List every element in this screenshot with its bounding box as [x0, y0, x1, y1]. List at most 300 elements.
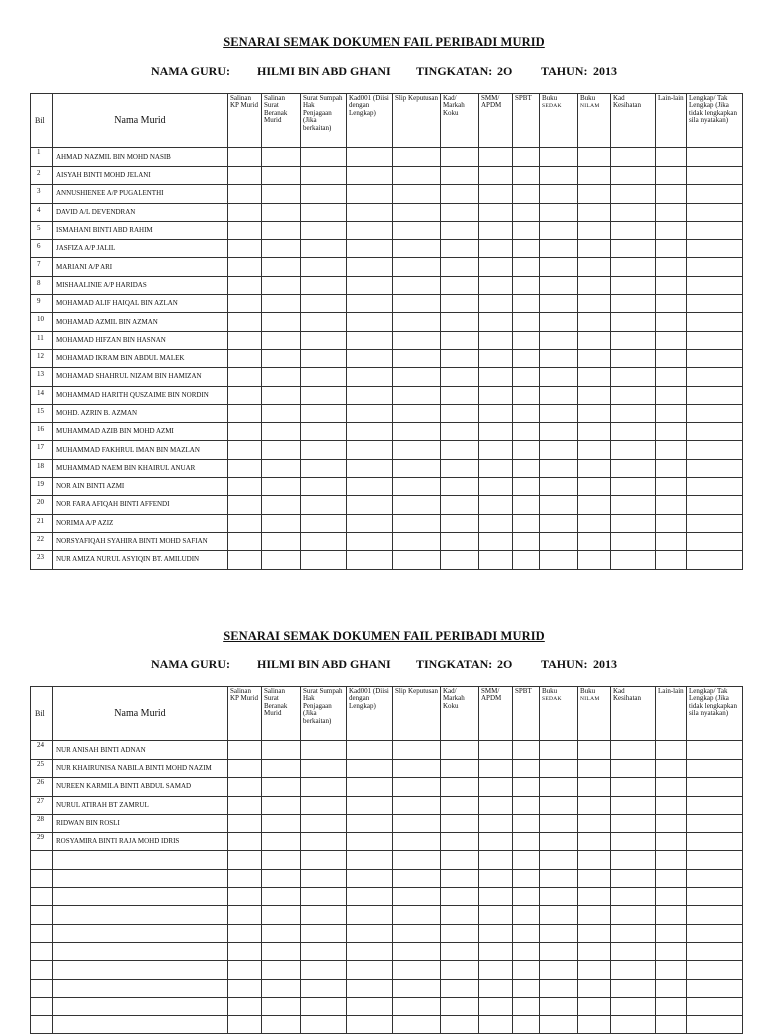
check-cell[interactable]: [228, 924, 262, 942]
check-cell[interactable]: [262, 478, 301, 496]
check-cell[interactable]: [513, 888, 540, 906]
check-cell[interactable]: [656, 979, 687, 997]
check-cell[interactable]: [656, 368, 687, 386]
check-cell[interactable]: [611, 814, 656, 832]
check-cell[interactable]: [578, 496, 611, 514]
check-cell[interactable]: [393, 295, 441, 313]
check-cell[interactable]: [228, 741, 262, 760]
check-cell[interactable]: [687, 349, 743, 367]
check-cell[interactable]: [656, 167, 687, 185]
check-cell[interactable]: [479, 258, 513, 276]
check-cell[interactable]: [393, 924, 441, 942]
check-cell[interactable]: [479, 979, 513, 997]
check-cell[interactable]: [578, 331, 611, 349]
check-cell[interactable]: [262, 185, 301, 203]
check-cell[interactable]: [262, 814, 301, 832]
check-cell[interactable]: [479, 368, 513, 386]
check-cell[interactable]: [393, 496, 441, 514]
check-cell[interactable]: [441, 851, 479, 869]
check-cell[interactable]: [347, 778, 393, 796]
check-cell[interactable]: [611, 1016, 656, 1034]
check-cell[interactable]: [687, 478, 743, 496]
check-cell[interactable]: [228, 404, 262, 422]
check-cell[interactable]: [301, 295, 347, 313]
check-cell[interactable]: [611, 997, 656, 1015]
check-cell[interactable]: [611, 423, 656, 441]
check-cell[interactable]: [687, 221, 743, 239]
check-cell[interactable]: [479, 888, 513, 906]
check-cell[interactable]: [441, 478, 479, 496]
check-cell[interactable]: [513, 258, 540, 276]
check-cell[interactable]: [347, 349, 393, 367]
check-cell[interactable]: [513, 496, 540, 514]
check-cell[interactable]: [301, 313, 347, 331]
check-cell[interactable]: [540, 796, 578, 814]
check-cell[interactable]: [228, 833, 262, 851]
check-cell[interactable]: [228, 979, 262, 997]
check-cell[interactable]: [656, 942, 687, 960]
check-cell[interactable]: [513, 942, 540, 960]
check-cell[interactable]: [228, 185, 262, 203]
check-cell[interactable]: [540, 185, 578, 203]
check-cell[interactable]: [540, 258, 578, 276]
check-cell[interactable]: [513, 979, 540, 997]
check-cell[interactable]: [611, 869, 656, 887]
check-cell[interactable]: [393, 148, 441, 167]
check-cell[interactable]: [540, 459, 578, 477]
check-cell[interactable]: [479, 386, 513, 404]
check-cell[interactable]: [656, 760, 687, 778]
check-cell[interactable]: [479, 423, 513, 441]
check-cell[interactable]: [656, 478, 687, 496]
check-cell[interactable]: [578, 276, 611, 294]
check-cell[interactable]: [393, 441, 441, 459]
check-cell[interactable]: [513, 295, 540, 313]
check-cell[interactable]: [441, 778, 479, 796]
check-cell[interactable]: [578, 888, 611, 906]
check-cell[interactable]: [479, 240, 513, 258]
check-cell[interactable]: [540, 961, 578, 979]
check-cell[interactable]: [262, 313, 301, 331]
check-cell[interactable]: [578, 961, 611, 979]
check-cell[interactable]: [578, 778, 611, 796]
check-cell[interactable]: [513, 833, 540, 851]
check-cell[interactable]: [611, 313, 656, 331]
check-cell[interactable]: [611, 386, 656, 404]
check-cell[interactable]: [611, 851, 656, 869]
check-cell[interactable]: [393, 814, 441, 832]
check-cell[interactable]: [393, 532, 441, 550]
check-cell[interactable]: [656, 240, 687, 258]
check-cell[interactable]: [578, 203, 611, 221]
check-cell[interactable]: [513, 221, 540, 239]
check-cell[interactable]: [578, 532, 611, 550]
check-cell[interactable]: [687, 514, 743, 532]
check-cell[interactable]: [578, 167, 611, 185]
check-cell[interactable]: [578, 979, 611, 997]
check-cell[interactable]: [347, 1016, 393, 1034]
check-cell[interactable]: [228, 514, 262, 532]
check-cell[interactable]: [540, 551, 578, 569]
check-cell[interactable]: [513, 386, 540, 404]
check-cell[interactable]: [441, 295, 479, 313]
check-cell[interactable]: [540, 313, 578, 331]
check-cell[interactable]: [441, 741, 479, 760]
check-cell[interactable]: [540, 167, 578, 185]
check-cell[interactable]: [656, 869, 687, 887]
check-cell[interactable]: [687, 331, 743, 349]
check-cell[interactable]: [441, 386, 479, 404]
check-cell[interactable]: [393, 942, 441, 960]
check-cell[interactable]: [262, 148, 301, 167]
check-cell[interactable]: [347, 961, 393, 979]
check-cell[interactable]: [611, 331, 656, 349]
check-cell[interactable]: [540, 942, 578, 960]
check-cell[interactable]: [479, 441, 513, 459]
check-cell[interactable]: [479, 833, 513, 851]
check-cell[interactable]: [540, 888, 578, 906]
check-cell[interactable]: [347, 221, 393, 239]
check-cell[interactable]: [441, 833, 479, 851]
check-cell[interactable]: [578, 386, 611, 404]
check-cell[interactable]: [513, 796, 540, 814]
check-cell[interactable]: [656, 295, 687, 313]
check-cell[interactable]: [479, 778, 513, 796]
check-cell[interactable]: [228, 496, 262, 514]
check-cell[interactable]: [656, 331, 687, 349]
check-cell[interactable]: [656, 203, 687, 221]
check-cell[interactable]: [262, 851, 301, 869]
check-cell[interactable]: [611, 778, 656, 796]
check-cell[interactable]: [262, 551, 301, 569]
check-cell[interactable]: [611, 961, 656, 979]
check-cell[interactable]: [578, 478, 611, 496]
check-cell[interactable]: [262, 404, 301, 422]
check-cell[interactable]: [393, 1016, 441, 1034]
check-cell[interactable]: [687, 924, 743, 942]
check-cell[interactable]: [513, 478, 540, 496]
check-cell[interactable]: [656, 796, 687, 814]
check-cell[interactable]: [301, 814, 347, 832]
check-cell[interactable]: [540, 386, 578, 404]
check-cell[interactable]: [441, 924, 479, 942]
check-cell[interactable]: [262, 942, 301, 960]
check-cell[interactable]: [687, 796, 743, 814]
check-cell[interactable]: [513, 368, 540, 386]
check-cell[interactable]: [578, 796, 611, 814]
check-cell[interactable]: [656, 276, 687, 294]
check-cell[interactable]: [262, 203, 301, 221]
check-cell[interactable]: [347, 551, 393, 569]
check-cell[interactable]: [262, 221, 301, 239]
check-cell[interactable]: [347, 368, 393, 386]
check-cell[interactable]: [479, 741, 513, 760]
check-cell[interactable]: [393, 869, 441, 887]
check-cell[interactable]: [578, 349, 611, 367]
check-cell[interactable]: [611, 796, 656, 814]
check-cell[interactable]: [687, 1016, 743, 1034]
check-cell[interactable]: [393, 961, 441, 979]
check-cell[interactable]: [578, 441, 611, 459]
check-cell[interactable]: [301, 1016, 347, 1034]
check-cell[interactable]: [347, 240, 393, 258]
check-cell[interactable]: [656, 814, 687, 832]
check-cell[interactable]: [393, 997, 441, 1015]
check-cell[interactable]: [513, 814, 540, 832]
check-cell[interactable]: [301, 778, 347, 796]
check-cell[interactable]: [393, 313, 441, 331]
check-cell[interactable]: [578, 760, 611, 778]
check-cell[interactable]: [301, 203, 347, 221]
check-cell[interactable]: [611, 349, 656, 367]
check-cell[interactable]: [611, 185, 656, 203]
check-cell[interactable]: [301, 404, 347, 422]
check-cell[interactable]: [301, 979, 347, 997]
check-cell[interactable]: [301, 478, 347, 496]
check-cell[interactable]: [262, 368, 301, 386]
check-cell[interactable]: [301, 258, 347, 276]
check-cell[interactable]: [301, 331, 347, 349]
check-cell[interactable]: [441, 331, 479, 349]
check-cell[interactable]: [513, 203, 540, 221]
check-cell[interactable]: [687, 496, 743, 514]
check-cell[interactable]: [687, 240, 743, 258]
check-cell[interactable]: [513, 404, 540, 422]
check-cell[interactable]: [540, 851, 578, 869]
check-cell[interactable]: [479, 185, 513, 203]
check-cell[interactable]: [611, 906, 656, 924]
check-cell[interactable]: [513, 349, 540, 367]
check-cell[interactable]: [262, 869, 301, 887]
check-cell[interactable]: [656, 997, 687, 1015]
check-cell[interactable]: [656, 349, 687, 367]
check-cell[interactable]: [687, 185, 743, 203]
check-cell[interactable]: [687, 295, 743, 313]
check-cell[interactable]: [347, 997, 393, 1015]
check-cell[interactable]: [441, 221, 479, 239]
check-cell[interactable]: [262, 979, 301, 997]
check-cell[interactable]: [687, 368, 743, 386]
check-cell[interactable]: [513, 185, 540, 203]
check-cell[interactable]: [347, 942, 393, 960]
check-cell[interactable]: [656, 924, 687, 942]
check-cell[interactable]: [513, 924, 540, 942]
check-cell[interactable]: [513, 532, 540, 550]
check-cell[interactable]: [611, 295, 656, 313]
check-cell[interactable]: [479, 203, 513, 221]
check-cell[interactable]: [611, 478, 656, 496]
check-cell[interactable]: [611, 221, 656, 239]
check-cell[interactable]: [393, 167, 441, 185]
check-cell[interactable]: [540, 741, 578, 760]
check-cell[interactable]: [228, 331, 262, 349]
check-cell[interactable]: [540, 924, 578, 942]
check-cell[interactable]: [441, 276, 479, 294]
check-cell[interactable]: [611, 276, 656, 294]
check-cell[interactable]: [301, 221, 347, 239]
check-cell[interactable]: [393, 778, 441, 796]
check-cell[interactable]: [479, 313, 513, 331]
check-cell[interactable]: [513, 459, 540, 477]
check-cell[interactable]: [262, 997, 301, 1015]
check-cell[interactable]: [347, 851, 393, 869]
check-cell[interactable]: [347, 496, 393, 514]
check-cell[interactable]: [347, 796, 393, 814]
check-cell[interactable]: [393, 741, 441, 760]
check-cell[interactable]: [687, 741, 743, 760]
check-cell[interactable]: [540, 514, 578, 532]
check-cell[interactable]: [262, 349, 301, 367]
check-cell[interactable]: [301, 276, 347, 294]
check-cell[interactable]: [393, 833, 441, 851]
check-cell[interactable]: [262, 459, 301, 477]
check-cell[interactable]: [479, 148, 513, 167]
check-cell[interactable]: [301, 924, 347, 942]
check-cell[interactable]: [347, 441, 393, 459]
check-cell[interactable]: [687, 851, 743, 869]
check-cell[interactable]: [513, 240, 540, 258]
check-cell[interactable]: [611, 924, 656, 942]
check-cell[interactable]: [578, 221, 611, 239]
check-cell[interactable]: [441, 961, 479, 979]
check-cell[interactable]: [347, 459, 393, 477]
check-cell[interactable]: [393, 240, 441, 258]
check-cell[interactable]: [479, 532, 513, 550]
check-cell[interactable]: [687, 423, 743, 441]
check-cell[interactable]: [228, 276, 262, 294]
check-cell[interactable]: [513, 760, 540, 778]
check-cell[interactable]: [301, 551, 347, 569]
check-cell[interactable]: [347, 979, 393, 997]
check-cell[interactable]: [441, 814, 479, 832]
check-cell[interactable]: [611, 979, 656, 997]
check-cell[interactable]: [513, 1016, 540, 1034]
check-cell[interactable]: [347, 814, 393, 832]
check-cell[interactable]: [441, 979, 479, 997]
check-cell[interactable]: [540, 331, 578, 349]
check-cell[interactable]: [262, 331, 301, 349]
check-cell[interactable]: [656, 778, 687, 796]
check-cell[interactable]: [479, 924, 513, 942]
check-cell[interactable]: [228, 961, 262, 979]
check-cell[interactable]: [513, 778, 540, 796]
check-cell[interactable]: [479, 331, 513, 349]
check-cell[interactable]: [479, 459, 513, 477]
check-cell[interactable]: [301, 514, 347, 532]
check-cell[interactable]: [656, 386, 687, 404]
check-cell[interactable]: [393, 331, 441, 349]
check-cell[interactable]: [611, 532, 656, 550]
check-cell[interactable]: [656, 496, 687, 514]
check-cell[interactable]: [578, 997, 611, 1015]
check-cell[interactable]: [513, 148, 540, 167]
check-cell[interactable]: [656, 148, 687, 167]
check-cell[interactable]: [578, 148, 611, 167]
check-cell[interactable]: [687, 276, 743, 294]
check-cell[interactable]: [578, 1016, 611, 1034]
check-cell[interactable]: [656, 961, 687, 979]
check-cell[interactable]: [441, 185, 479, 203]
check-cell[interactable]: [540, 404, 578, 422]
check-cell[interactable]: [262, 276, 301, 294]
check-cell[interactable]: [687, 760, 743, 778]
check-cell[interactable]: [687, 532, 743, 550]
check-cell[interactable]: [687, 833, 743, 851]
check-cell[interactable]: [301, 240, 347, 258]
check-cell[interactable]: [301, 441, 347, 459]
check-cell[interactable]: [347, 386, 393, 404]
check-cell[interactable]: [479, 276, 513, 294]
check-cell[interactable]: [228, 349, 262, 367]
check-cell[interactable]: [228, 203, 262, 221]
check-cell[interactable]: [301, 148, 347, 167]
check-cell[interactable]: [513, 851, 540, 869]
check-cell[interactable]: [656, 833, 687, 851]
check-cell[interactable]: [479, 869, 513, 887]
check-cell[interactable]: [301, 961, 347, 979]
check-cell[interactable]: [347, 404, 393, 422]
check-cell[interactable]: [578, 185, 611, 203]
check-cell[interactable]: [301, 532, 347, 550]
check-cell[interactable]: [228, 778, 262, 796]
check-cell[interactable]: [441, 532, 479, 550]
check-cell[interactable]: [347, 185, 393, 203]
check-cell[interactable]: [262, 778, 301, 796]
check-cell[interactable]: [479, 295, 513, 313]
check-cell[interactable]: [540, 869, 578, 887]
check-cell[interactable]: [347, 514, 393, 532]
check-cell[interactable]: [228, 814, 262, 832]
check-cell[interactable]: [262, 961, 301, 979]
check-cell[interactable]: [687, 148, 743, 167]
check-cell[interactable]: [611, 167, 656, 185]
check-cell[interactable]: [228, 148, 262, 167]
check-cell[interactable]: [540, 148, 578, 167]
check-cell[interactable]: [479, 942, 513, 960]
check-cell[interactable]: [301, 167, 347, 185]
check-cell[interactable]: [540, 496, 578, 514]
check-cell[interactable]: [513, 313, 540, 331]
check-cell[interactable]: [687, 203, 743, 221]
check-cell[interactable]: [479, 221, 513, 239]
check-cell[interactable]: [347, 906, 393, 924]
check-cell[interactable]: [578, 404, 611, 422]
check-cell[interactable]: [301, 423, 347, 441]
check-cell[interactable]: [687, 778, 743, 796]
check-cell[interactable]: [441, 148, 479, 167]
check-cell[interactable]: [347, 478, 393, 496]
check-cell[interactable]: [262, 167, 301, 185]
check-cell[interactable]: [347, 760, 393, 778]
check-cell[interactable]: [441, 368, 479, 386]
check-cell[interactable]: [393, 851, 441, 869]
check-cell[interactable]: [228, 295, 262, 313]
check-cell[interactable]: [393, 185, 441, 203]
check-cell[interactable]: [262, 924, 301, 942]
check-cell[interactable]: [540, 833, 578, 851]
check-cell[interactable]: [687, 961, 743, 979]
check-cell[interactable]: [262, 258, 301, 276]
check-cell[interactable]: [393, 906, 441, 924]
check-cell[interactable]: [228, 551, 262, 569]
check-cell[interactable]: [262, 532, 301, 550]
check-cell[interactable]: [301, 185, 347, 203]
check-cell[interactable]: [228, 313, 262, 331]
check-cell[interactable]: [228, 796, 262, 814]
check-cell[interactable]: [513, 551, 540, 569]
check-cell[interactable]: [301, 459, 347, 477]
check-cell[interactable]: [540, 441, 578, 459]
